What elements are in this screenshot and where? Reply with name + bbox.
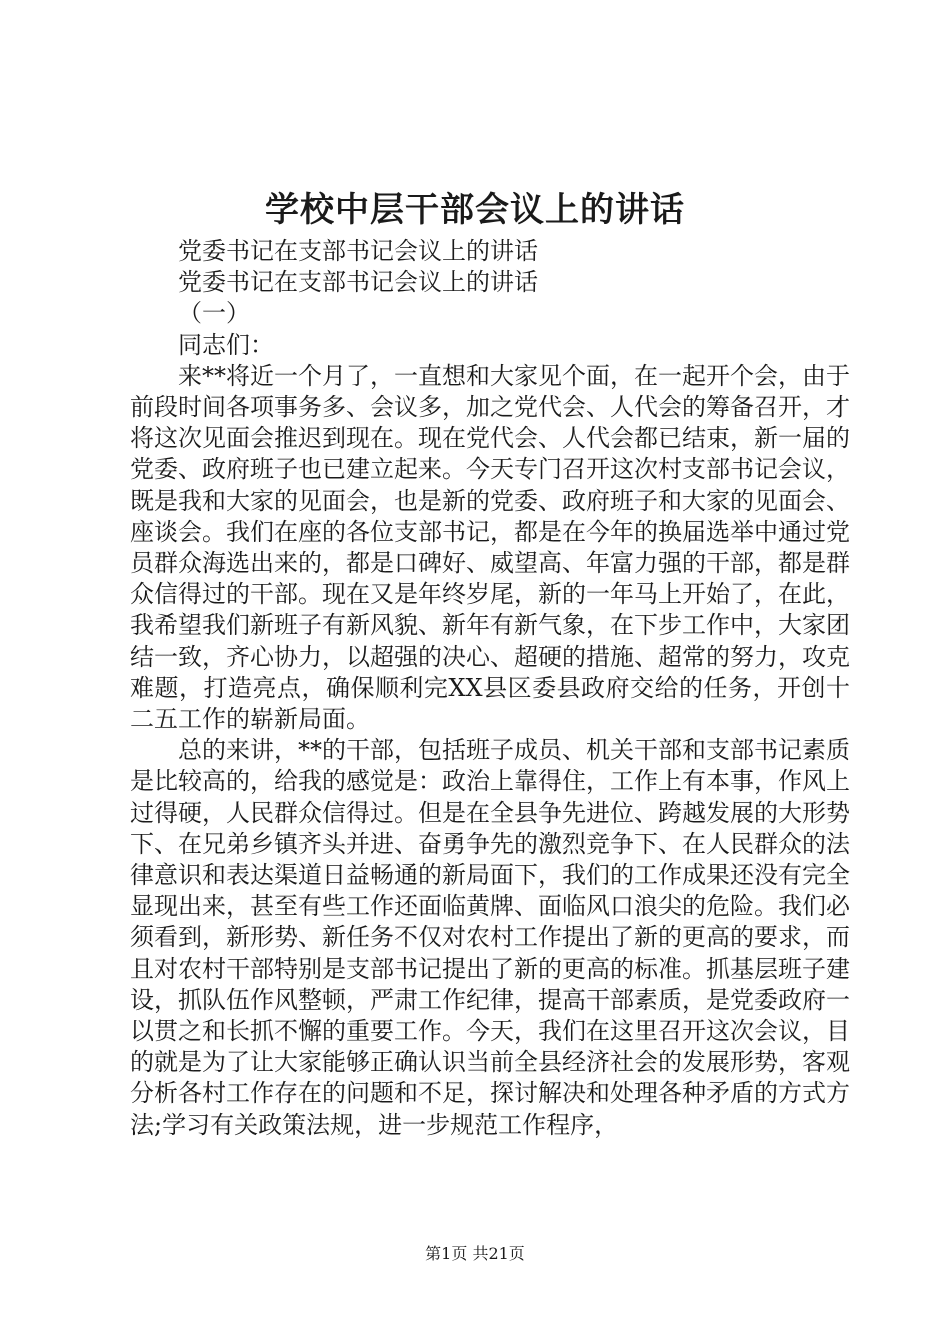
subtitle-line: 党委书记在支部书记会议上的讲话 [178,237,538,265]
document-body [130,236,850,1141]
subtitle-line: 党委书记在支部书记会议上的讲话 [178,268,538,297]
section-number: （一） [178,299,250,328]
body-paragraph: 来**将近一个月了，一直想和大家见个面，在一起开个会，由于前段时间各项事务多、会议多，加之党代会、人代会的筹备召开，才将这次见面会推迟到现在。现在党代会、人代会都已结束，新一届的党委、政府班子也已建立起来。今天专门召开这次村支部书记会议，既是我和大家的见面会，也是新的党委、政府班子和大家的见面会、座谈会。我们在座的各位支部书记，都是在今年的换届选举中通过党员群众海选出来的，都是口碑好、威望高、年富力强的干部，都是群众信得过的干部。现在又是年终岁尾，新的一年马上开始了，在此，我希望我们新班子有新风貌、新年有新气象，在下步工作中，大家团结一致，齐心协力，以超强的决心、超硬的措施、超常的努力，攻克难题，打造亮点，确保顺利完XX县区委县政府交给的任务，开创十二五工作的崭新局面。 [130,361,850,734]
body-paragraph: 总的来讲，**的干部，包括班子成员、机关干部和支部书记素质是比较高的，给我的感觉是：政治上靠得住，工作上有本事，作风上过得硬，人民群众信得过。但是在全县争先进位、跨越发展的大形势下、在兄弟乡镇齐头并进、奋勇争先的激烈竞争下、在人民群众的法律意识和表达渠道日益畅通的新局面下，我们的工作成果还没有完全显现出来，甚至有些工作还面临黄牌、面临风口浪尖的危险。我们必须看到，新形势、新任务不仅对农村工作提出了新的更高的要求，而且对农村干部特别是支部书记提出了新的更高的标准。抓基层班子建设，抓队伍作风整顿，严肃工作纪律，提高干部素质，是党委政府一以贯之和长抓不懈的重要工作。今天，我们在这里召开这次会议，目的就是为了让大家能够正确认识当前全县经济社会的发展形势，客观分析各村工作存在的问题和不足，探讨解决和处理各种矛盾的方式方法;学习有关政策法规，进一步规范工作程序， [130,736,850,1139]
salutation: 同志们： [178,330,274,359]
document-title: 学校中层干部会议上的讲话 [265,190,685,230]
page-number-footer: 第1页 共21页 [425,1244,525,1263]
